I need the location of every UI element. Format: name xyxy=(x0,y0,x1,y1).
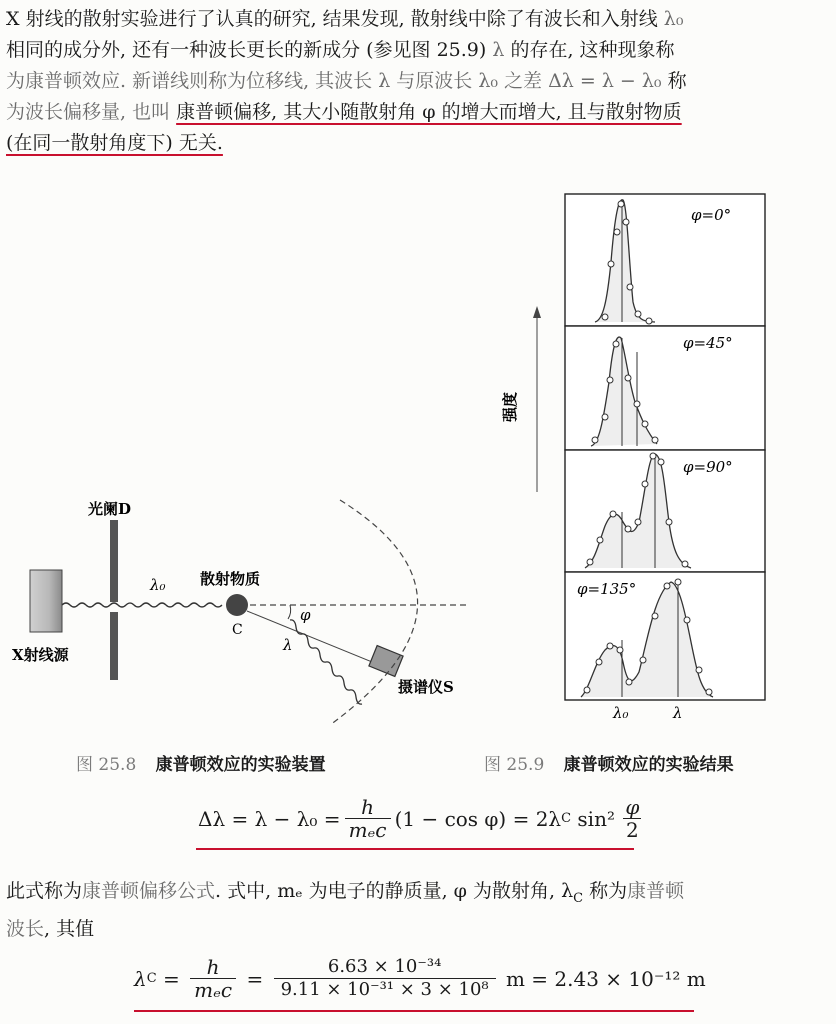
scatterer-dot xyxy=(226,594,248,616)
intro-line-5 xyxy=(6,128,830,159)
eq2-red-underline xyxy=(134,1010,694,1012)
eq1-fraction xyxy=(345,796,391,841)
intro-line-3 xyxy=(6,66,830,97)
x-label-lambda0: λ₀ xyxy=(613,704,629,722)
eq2-equals-1: = xyxy=(156,966,187,991)
phi-label: φ xyxy=(300,606,311,624)
eq1-denominator: mₑc xyxy=(348,818,387,842)
eq2-lambda-sub: C xyxy=(146,971,157,986)
xray-source-label: X射线源 xyxy=(12,646,69,664)
intro-text-4: 为波长偏移量, 也叫 xyxy=(6,101,171,123)
eq1-middle: (1 − cos φ) = 2λ xyxy=(394,806,562,831)
eq2-result: m = 2.43 × 10⁻¹² m xyxy=(499,966,706,991)
eq1-numerator: h xyxy=(361,795,374,819)
slit-label: 光阑D xyxy=(88,500,132,518)
intro-underlined-5: (在同一散射角度下) 无关. xyxy=(6,132,223,154)
compton-shift-equation xyxy=(198,796,641,841)
x-label-lambda: λ xyxy=(673,704,683,722)
scatter-direction-line xyxy=(247,611,382,666)
panel-label-0: φ=0° xyxy=(691,206,732,224)
xray-source-box xyxy=(30,570,62,632)
para2-c: . 式中, mₑ 为电子的静质量, φ 为散射角, λ xyxy=(215,880,574,902)
intro-line-4 xyxy=(6,97,830,128)
para2-f: 波长 xyxy=(6,917,45,940)
figure-25-8 xyxy=(0,480,500,740)
intro-text-3: 为康普顿效应. 新谱线则称为位移线, 其波长 λ 与原波长 λ₀ 之差 xyxy=(6,70,543,92)
intro-lambda: λ xyxy=(492,39,505,61)
eq2-den2: 9.11 × 10⁻³¹ × 3 × 10⁸ xyxy=(280,979,489,1000)
scatterer-label: 散射物质 xyxy=(200,570,261,588)
panel-label-45: φ=45° xyxy=(683,334,733,352)
intro-lambda0: λ₀ xyxy=(663,8,684,30)
intro-text-2: 相同的成分外, 还有一种波长更长的新成分 (参见图 25.9) xyxy=(6,39,487,61)
caption-text: 康普顿效应的实验结果 xyxy=(563,755,734,775)
incident-wave xyxy=(62,603,222,607)
intensity-axis-arrowhead xyxy=(533,306,541,318)
caption-number: 图 25.8 xyxy=(76,755,137,775)
lambda0-label: λ₀ xyxy=(150,576,166,594)
eq1-red-underline xyxy=(196,848,634,850)
panel-label-135: φ=135° xyxy=(577,580,637,598)
slit-bottom xyxy=(110,612,118,680)
eq2-fraction-2 xyxy=(274,956,496,1001)
eq2-fraction-1 xyxy=(190,956,236,1001)
figure-25-9-caption xyxy=(484,750,734,775)
para2-g: , 其值 xyxy=(44,917,95,940)
intro-formula: Δλ = λ − λ₀ xyxy=(548,70,662,92)
intro-underlined-4: 康普顿偏移, 其大小随散射角 φ 的增大而增大, 且与散射物质 xyxy=(176,101,682,123)
para2-b: 康普顿偏移公式 xyxy=(82,880,216,902)
figure-25-8-caption xyxy=(76,750,326,775)
figure-25-9 xyxy=(495,192,775,722)
phi-arc xyxy=(288,605,291,619)
eq1-subscript: C xyxy=(561,811,572,826)
eq2-equals-2: = xyxy=(240,966,270,991)
intro-line-2 xyxy=(6,35,830,66)
para2-a: 此式称为 xyxy=(6,880,83,902)
intro-line-1 xyxy=(6,4,830,35)
eq2-den1: mₑc xyxy=(194,978,233,1002)
eq2-lambda: λ xyxy=(134,966,147,991)
compton-wavelength-equation xyxy=(134,956,706,1001)
intensity-label: 强度 xyxy=(501,391,519,422)
intro-paragraph xyxy=(6,4,830,159)
point-c-label: C xyxy=(232,622,243,638)
eq1-half-fraction xyxy=(623,796,641,841)
para2-d: 称为 xyxy=(583,880,628,902)
panel-frame-45 xyxy=(565,326,765,450)
para2-e: 康普顿 xyxy=(627,880,685,902)
eq2-num1: h xyxy=(206,955,220,979)
panel-frame-0 xyxy=(565,194,765,326)
spectrometer-label: 摄谱仪S xyxy=(398,678,454,696)
lambda-label: λ xyxy=(283,636,293,654)
caption-number: 图 25.9 xyxy=(484,755,545,775)
panel-label-90: φ=90° xyxy=(683,458,733,476)
para2-c-sub: C xyxy=(573,890,584,906)
eq1-tail: sin² xyxy=(571,806,622,831)
intro-text-2-end: 的存在, 这种现象称 xyxy=(510,39,675,61)
slit-top xyxy=(110,520,118,602)
eq1-phi: φ xyxy=(625,795,640,819)
eq1-two: 2 xyxy=(625,818,639,842)
eq2-num2: 6.63 × 10⁻³⁴ xyxy=(327,956,442,977)
intro-text-1: X 射线的散射实验进行了认真的研究, 结果发现, 散射线中除了有波长和入射线 xyxy=(6,8,658,30)
spectrometer-box xyxy=(369,646,403,677)
eq1-lhs: Δλ = λ − λ₀ = xyxy=(198,806,341,831)
caption-text: 康普顿效应的实验装置 xyxy=(155,755,326,775)
definition-paragraph xyxy=(6,876,806,945)
intro-text-3-end: 称 xyxy=(667,70,687,92)
